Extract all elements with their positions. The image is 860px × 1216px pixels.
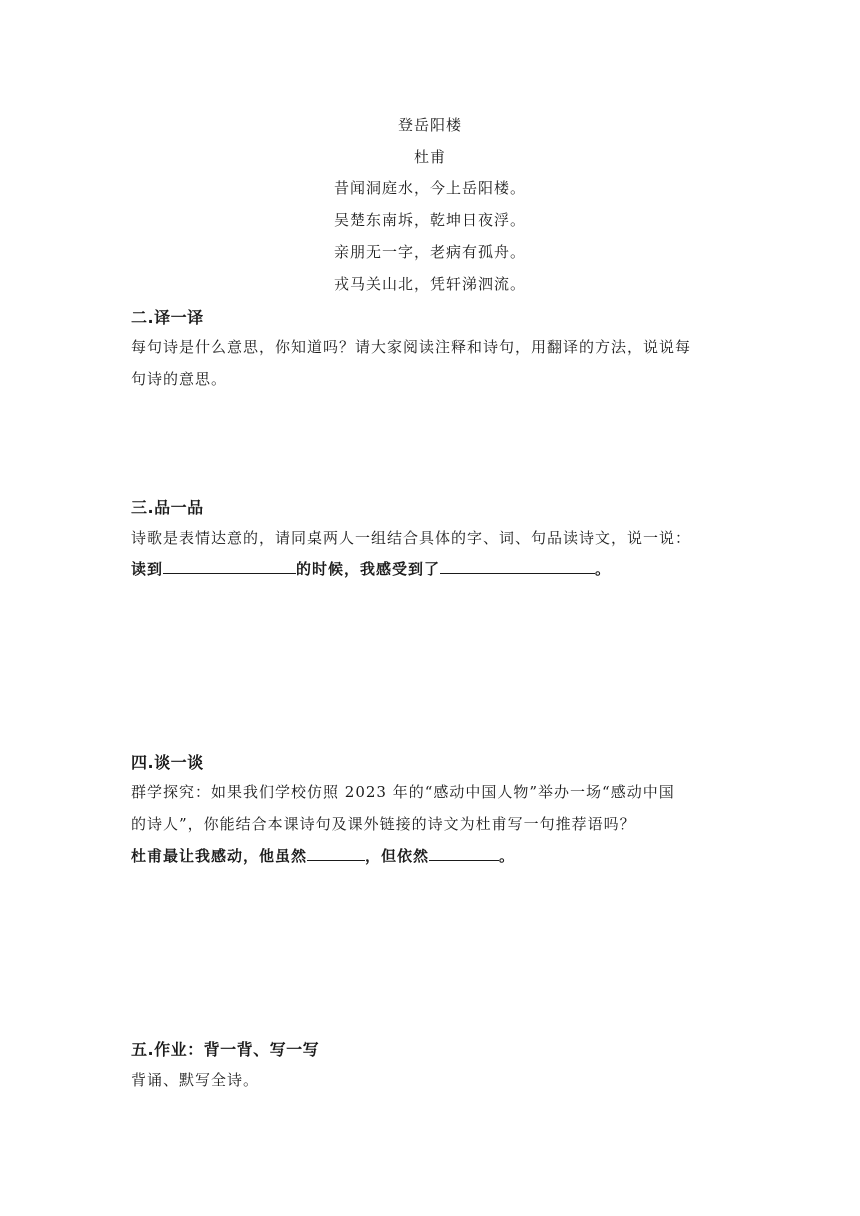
section3-text-line1: 诗歌是表情达意的，请同桌两人一组结合具体的字、词、句品读诗文，说一说： — [131, 529, 692, 547]
poem-line-3: 亲朋无一字，老病有孤舟。 — [333, 243, 526, 261]
section2-text-line1: 每句诗是什么意思，你知道吗？请大家阅读注释和诗句，用翻译的方法，说说每 — [131, 338, 692, 356]
section4-fill-sentence — [131, 846, 731, 866]
section3-blank-1[interactable] — [163, 559, 296, 574]
section4-fill-suffix: 。 — [499, 847, 516, 865]
section3-fill-suffix: 。 — [595, 560, 612, 578]
section4-fill-middle: ，但依然 — [365, 847, 430, 865]
section4-text-line1: 群学探究：如果我们学校仿照 2023 年的“感动中国人物”举办一场“感动中国 — [131, 783, 675, 801]
section3-fill-sentence — [131, 559, 731, 579]
poem-line-1: 昔闻洞庭水，今上岳阳楼。 — [333, 179, 526, 197]
section5-heading: 五.作业：背一背、写一写 — [131, 1040, 320, 1059]
section3-fill-prefix: 读到 — [131, 560, 164, 578]
section4-blank-1[interactable] — [307, 846, 365, 861]
section3-heading: 三.品一品 — [131, 498, 204, 517]
section4-blank-2[interactable] — [429, 846, 499, 861]
section4-heading: 四.谈一谈 — [131, 753, 204, 772]
section3-fill-middle: 的时候，我感受到了 — [296, 560, 441, 578]
section2-heading: 二.译一译 — [131, 308, 204, 327]
section3-blank-2[interactable] — [440, 559, 595, 574]
poem-line-4: 戎马关山北，凭轩涕泗流。 — [333, 275, 526, 293]
poem-title: 登岳阳楼 — [397, 116, 462, 134]
poem-author: 杜甫 — [413, 148, 446, 166]
poem-line-2: 吴楚东南坼，乾坤日夜浮。 — [333, 211, 526, 229]
section2-text-line2: 句诗的意思。 — [131, 370, 228, 388]
section5-text: 背诵、默写全诗。 — [131, 1071, 260, 1089]
section4-fill-prefix: 杜甫最让我感动，他虽然 — [131, 847, 308, 865]
section4-text-line2: 的诗人”，你能结合本课诗句及课外链接的诗文为杜甫写一句推荐语吗？ — [131, 815, 636, 833]
